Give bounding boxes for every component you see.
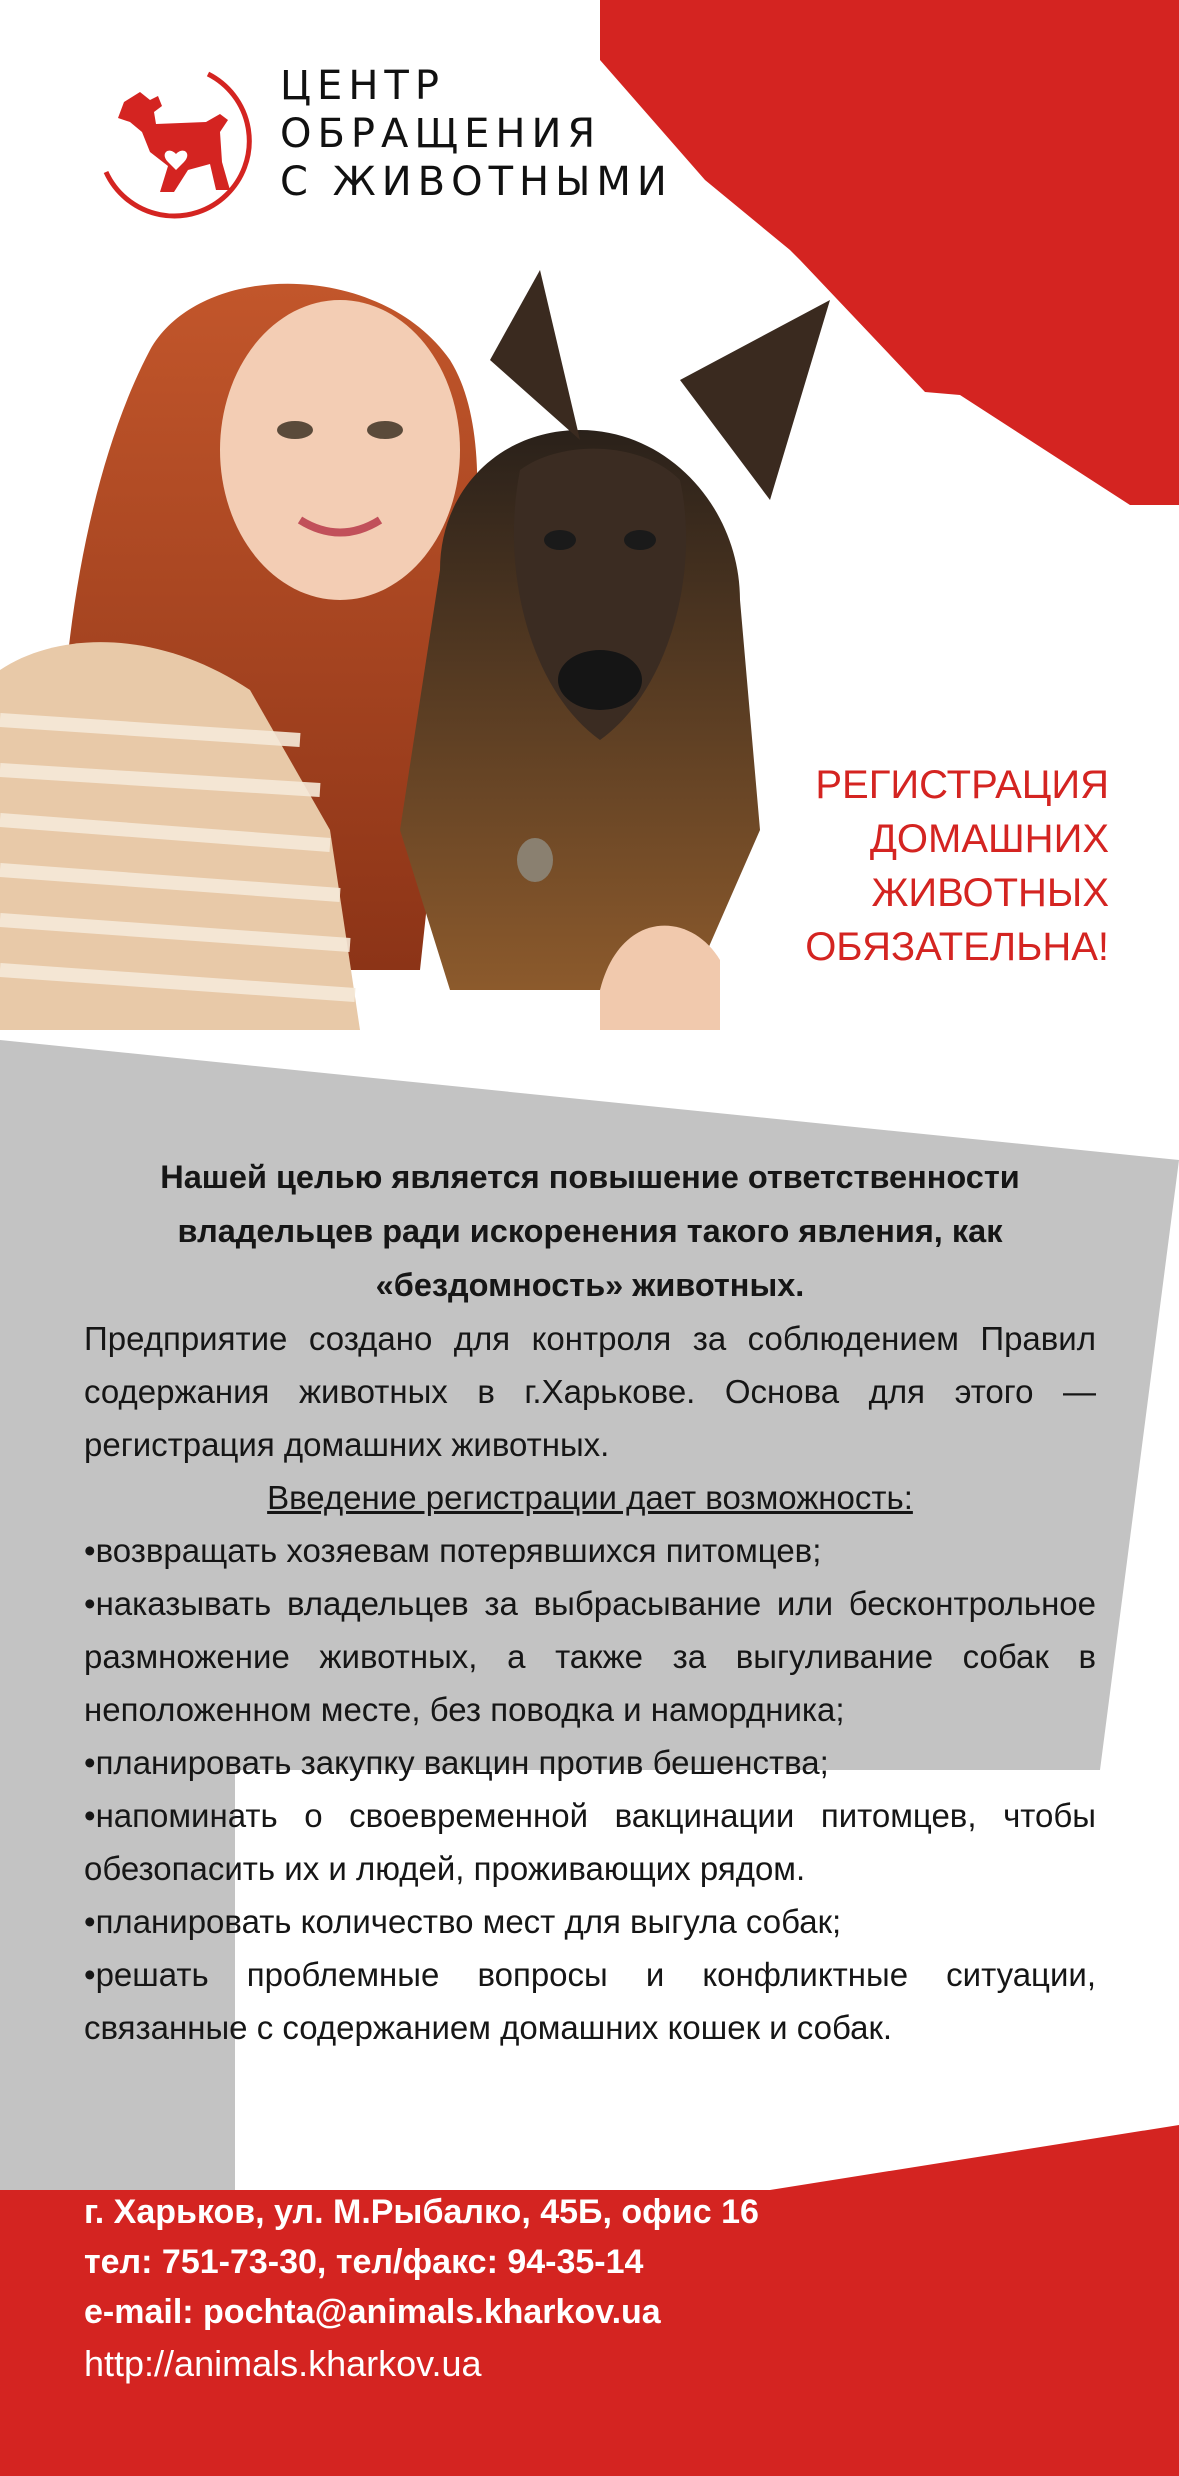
organization-name bbox=[280, 62, 673, 206]
list-item: • планировать количество мест для выгула собак; bbox=[84, 1895, 1096, 1948]
main-text bbox=[84, 1150, 1096, 2054]
dog-nose bbox=[558, 650, 642, 710]
benefits-list bbox=[84, 1524, 1096, 2054]
list-item: • наказывать владельцев за выбрасывание или бесконтрольное размножение животных, а также за выгуливание собак в неположенном месте, без поводка и намордника; bbox=[84, 1577, 1096, 1736]
phones: тел: 751-73-30, тел/факс: 94-35-14 bbox=[84, 2243, 644, 2281]
slogan-line-3: ЖИВОТНЫХ bbox=[871, 871, 1109, 915]
list-item: • возвращать хозяевам потерявшихся питомцев; bbox=[84, 1524, 1096, 1577]
slogan-line-1: РЕГИСТРАЦИЯ bbox=[815, 763, 1109, 807]
dog-cat-heart-icon bbox=[88, 62, 258, 232]
list-item: • решать проблемные вопросы и конфликтные ситуации, связанные с содержанием домашних кошек и собак. bbox=[84, 1948, 1096, 2054]
org-name-line-2: ОБРАЩЕНИЯ bbox=[280, 111, 602, 157]
dog-tag bbox=[517, 838, 553, 882]
slogan-line-2: ДОМАШНИХ bbox=[869, 817, 1109, 861]
registration-slogan bbox=[689, 758, 1109, 974]
org-name-line-1: ЦЕНТР bbox=[280, 63, 445, 109]
benefits-heading: Введение регистрации дает возможность: bbox=[267, 1479, 913, 1516]
slogan-line-4: ОБЯЗАТЕЛЬНА! bbox=[805, 925, 1109, 969]
contacts-block bbox=[84, 2187, 759, 2391]
woman-face bbox=[220, 300, 460, 600]
list-item: • планировать закупку вакцин против бешенства; bbox=[84, 1736, 1096, 1789]
email-link[interactable]: e-mail: pochta@animals.kharkov.ua bbox=[84, 2293, 661, 2331]
list-item: • напоминать о своевременной вакцинации питомцев, чтобы обезопасить их и людей, проживающих рядом. bbox=[84, 1789, 1096, 1895]
address: г. Харьков, ул. М.Рыбалко, 45Б, офис 16 bbox=[84, 2193, 759, 2231]
website-link[interactable]: http://animals.kharkov.ua bbox=[84, 2343, 482, 2384]
dog-ear-right bbox=[680, 300, 830, 500]
woman-with-shepherd-dog-photo bbox=[0, 270, 960, 1120]
intro-paragraph: Предприятие создано для контроля за соблюдением Правил содержания животных в г.Харькове. Основа для этого — регистрация домашних животных. bbox=[84, 1320, 1096, 1463]
dog-ear-left bbox=[490, 270, 580, 440]
mission-statement: Нашей целью является повышение ответственности владельцев ради искоренения такого явления, как «бездомность» животных. bbox=[160, 1159, 1020, 1303]
org-name-line-3: С ЖИВОТНЫМИ bbox=[280, 159, 673, 205]
